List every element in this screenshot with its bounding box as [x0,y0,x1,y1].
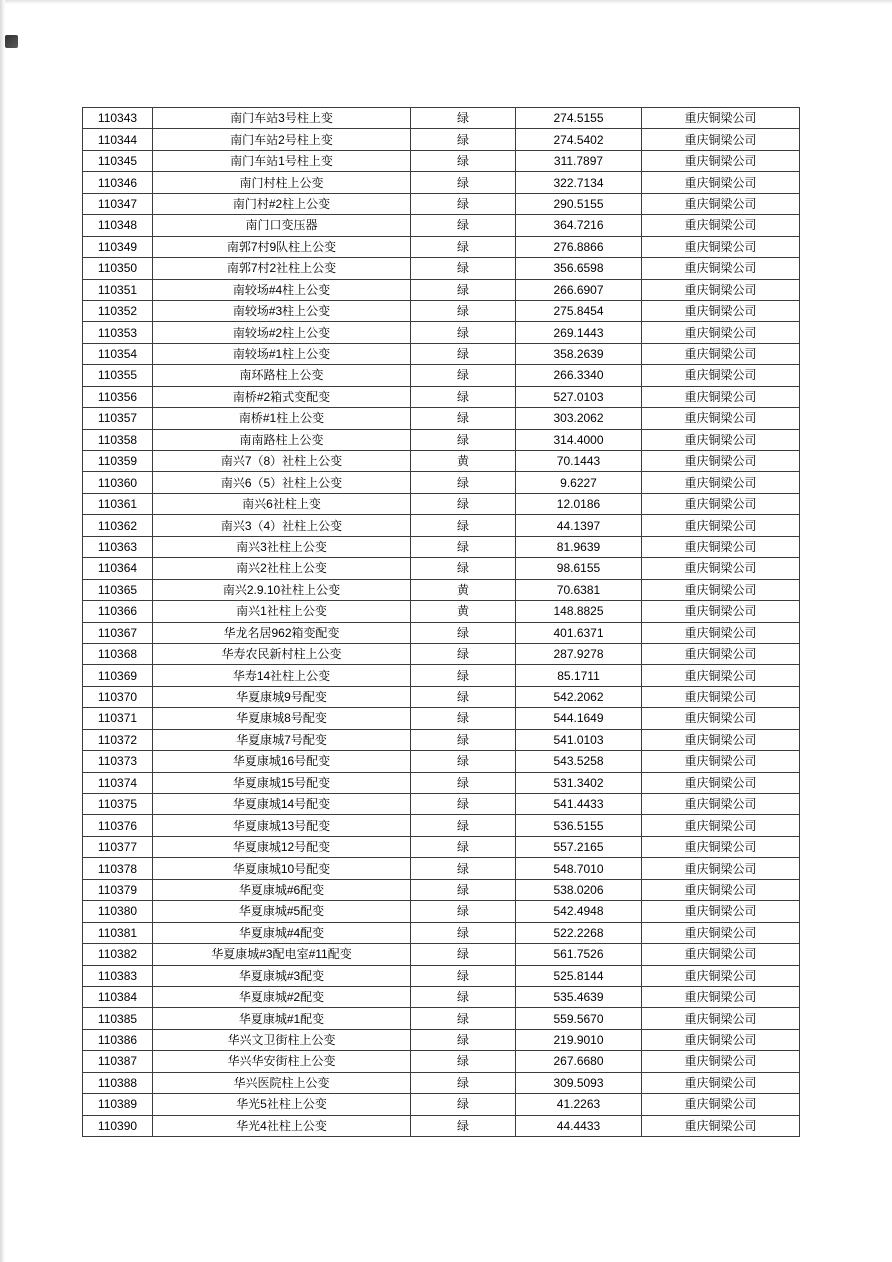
table-cell-status: 绿 [411,922,516,943]
table-cell-name: 南桥#1柱上公变 [153,408,411,429]
table-row [83,686,800,707]
table-row [83,279,800,300]
table-cell-status: 绿 [411,858,516,879]
table-cell-value: 44.1397 [516,515,642,536]
table-cell-name: 华夏康城14号配变 [153,794,411,815]
table-cell-name: 华夏康城15号配变 [153,772,411,793]
table-cell-name: 南门村柱上公变 [153,172,411,193]
table-cell-company: 重庆铜梁公司 [642,193,800,214]
table-cell-id: 110387 [83,1051,153,1072]
table-cell-value: 274.5402 [516,129,642,150]
table-row [83,665,800,686]
table-row [83,150,800,171]
table-cell-company: 重庆铜梁公司 [642,1051,800,1072]
table-row [83,643,800,664]
table-cell-company: 重庆铜梁公司 [642,622,800,643]
table-cell-name: 南兴6（5）社柱上公变 [153,472,411,493]
table-cell-company: 重庆铜梁公司 [642,515,800,536]
table-cell-value: 314.4000 [516,429,642,450]
table-cell-value: 303.2062 [516,408,642,429]
table-cell-id: 110352 [83,300,153,321]
table-cell-status: 绿 [411,236,516,257]
table-cell-company: 重庆铜梁公司 [642,858,800,879]
table-cell-status: 绿 [411,1094,516,1115]
transformer-data-table [82,107,800,1137]
table-cell-value: 536.5155 [516,815,642,836]
table-cell-name: 南较场#2柱上公变 [153,322,411,343]
table-cell-value: 266.3340 [516,365,642,386]
table-cell-value: 274.5155 [516,108,642,129]
table-cell-status: 绿 [411,879,516,900]
table-cell-company: 重庆铜梁公司 [642,1029,800,1050]
table-row [83,922,800,943]
table-cell-value: 364.7216 [516,215,642,236]
table-row [83,258,800,279]
table-row [83,1051,800,1072]
table-row [83,408,800,429]
table-cell-status: 绿 [411,1072,516,1093]
table-cell-name: 南南路柱上公变 [153,429,411,450]
table-row [83,986,800,1007]
table-row [83,193,800,214]
table-cell-status: 绿 [411,665,516,686]
table-cell-name: 南桥#2箱式变配变 [153,386,411,407]
table-cell-company: 重庆铜梁公司 [642,536,800,557]
table-cell-status: 绿 [411,965,516,986]
table-cell-name: 南兴2社柱上公变 [153,558,411,579]
table-cell-company: 重庆铜梁公司 [642,601,800,622]
table-cell-company: 重庆铜梁公司 [642,215,800,236]
table-cell-status: 绿 [411,322,516,343]
table-cell-status: 绿 [411,901,516,922]
table-cell-value: 267.6680 [516,1051,642,1072]
table-cell-company: 重庆铜梁公司 [642,836,800,857]
table-row [83,108,800,129]
table-cell-value: 148.8825 [516,601,642,622]
table-cell-status: 绿 [411,1008,516,1029]
table-row [83,558,800,579]
table-cell-status: 绿 [411,172,516,193]
table-cell-id: 110368 [83,643,153,664]
table-row [83,300,800,321]
table-cell-company: 重庆铜梁公司 [642,129,800,150]
table-cell-name: 华夏康城8号配变 [153,708,411,729]
table-cell-status: 绿 [411,1051,516,1072]
table-cell-name: 华龙名居962箱变配变 [153,622,411,643]
table-cell-status: 绿 [411,429,516,450]
table-cell-status: 绿 [411,729,516,750]
table-row [83,451,800,472]
table-cell-id: 110361 [83,493,153,514]
table-cell-value: 276.8866 [516,236,642,257]
table-cell-name: 南郭7村2社柱上公变 [153,258,411,279]
table-cell-value: 290.5155 [516,193,642,214]
table-cell-id: 110386 [83,1029,153,1050]
table-cell-status: 绿 [411,622,516,643]
table-cell-status: 黄 [411,579,516,600]
table-body [83,108,800,1137]
table-cell-status: 绿 [411,515,516,536]
page-left-edge-shadow [0,0,5,1262]
table-cell-value: 269.1443 [516,322,642,343]
table-row [83,1008,800,1029]
table-cell-company: 重庆铜梁公司 [642,665,800,686]
table-cell-status: 绿 [411,944,516,965]
table-cell-value: 219.9010 [516,1029,642,1050]
table-row [83,386,800,407]
table-cell-id: 110383 [83,965,153,986]
table-cell-company: 重庆铜梁公司 [642,300,800,321]
table-cell-value: 557.2165 [516,836,642,857]
table-cell-status: 黄 [411,451,516,472]
table-cell-company: 重庆铜梁公司 [642,472,800,493]
table-cell-value: 544.1649 [516,708,642,729]
table-cell-value: 98.6155 [516,558,642,579]
table-cell-status: 绿 [411,686,516,707]
table-cell-name: 华夏康城#1配变 [153,1008,411,1029]
table-cell-company: 重庆铜梁公司 [642,1115,800,1136]
table-cell-name: 华兴文卫街柱上公变 [153,1029,411,1050]
table-cell-status: 绿 [411,708,516,729]
table-row [83,858,800,879]
table-cell-value: 527.0103 [516,386,642,407]
table-cell-id: 110367 [83,622,153,643]
table-cell-company: 重庆铜梁公司 [642,150,800,171]
table-cell-value: 275.8454 [516,300,642,321]
table-row [83,343,800,364]
table-row [83,601,800,622]
table-cell-company: 重庆铜梁公司 [642,579,800,600]
table-cell-value: 85.1711 [516,665,642,686]
table-cell-name: 华夏康城#5配变 [153,901,411,922]
table-cell-name: 南兴3（4）社柱上公变 [153,515,411,536]
table-cell-value: 541.4433 [516,794,642,815]
table-cell-company: 重庆铜梁公司 [642,1008,800,1029]
table-cell-name: 华兴医院柱上公变 [153,1072,411,1093]
table-cell-company: 重庆铜梁公司 [642,751,800,772]
table-cell-id: 110366 [83,601,153,622]
table-cell-company: 重庆铜梁公司 [642,408,800,429]
table-cell-id: 110371 [83,708,153,729]
table-cell-id: 110356 [83,386,153,407]
table-row [83,622,800,643]
table-cell-id: 110388 [83,1072,153,1093]
table-cell-value: 12.0186 [516,493,642,514]
table-cell-id: 110351 [83,279,153,300]
table-row [83,751,800,772]
table-cell-value: 542.4948 [516,901,642,922]
table-cell-status: 绿 [411,365,516,386]
table-cell-id: 110359 [83,451,153,472]
table-cell-id: 110364 [83,558,153,579]
table-cell-status: 绿 [411,751,516,772]
table-cell-value: 541.0103 [516,729,642,750]
table-cell-name: 华寿14社柱上公变 [153,665,411,686]
table-row [83,322,800,343]
table-cell-status: 绿 [411,536,516,557]
table-cell-company: 重庆铜梁公司 [642,729,800,750]
table-cell-status: 绿 [411,643,516,664]
table-cell-id: 110348 [83,215,153,236]
table-cell-value: 531.3402 [516,772,642,793]
table-cell-id: 110374 [83,772,153,793]
table-cell-name: 华夏康城#3配电室#11配变 [153,944,411,965]
table-cell-company: 重庆铜梁公司 [642,343,800,364]
table-cell-name: 南门车站2号柱上变 [153,129,411,150]
table-row [83,1029,800,1050]
table-cell-name: 华夏康城#3配变 [153,965,411,986]
table-cell-id: 110365 [83,579,153,600]
table-cell-company: 重庆铜梁公司 [642,815,800,836]
table-row [83,879,800,900]
table-row [83,236,800,257]
table-cell-company: 重庆铜梁公司 [642,1072,800,1093]
table-row [83,365,800,386]
table-cell-value: 522.2268 [516,922,642,943]
table-cell-value: 70.1443 [516,451,642,472]
table-cell-company: 重庆铜梁公司 [642,708,800,729]
table-cell-status: 绿 [411,986,516,1007]
table-cell-status: 绿 [411,472,516,493]
table-row [83,965,800,986]
table-cell-name: 华兴华安街柱上公变 [153,1051,411,1072]
table-cell-name: 南较场#3柱上公变 [153,300,411,321]
table-cell-value: 41.2263 [516,1094,642,1115]
table-cell-name: 华夏康城7号配变 [153,729,411,750]
table-row [83,1115,800,1136]
table-cell-status: 黄 [411,601,516,622]
table-cell-id: 110381 [83,922,153,943]
table-cell-id: 110380 [83,901,153,922]
table-cell-id: 110349 [83,236,153,257]
table-cell-name: 华夏康城13号配变 [153,815,411,836]
table-cell-name: 华寿农民新村柱上公变 [153,643,411,664]
table-cell-id: 110357 [83,408,153,429]
table-cell-value: 401.6371 [516,622,642,643]
table-cell-company: 重庆铜梁公司 [642,108,800,129]
table-cell-value: 309.5093 [516,1072,642,1093]
table-row [83,815,800,836]
table-row [83,901,800,922]
table-row [83,472,800,493]
table-cell-company: 重庆铜梁公司 [642,944,800,965]
table-cell-name: 南较场#4柱上公变 [153,279,411,300]
table-cell-company: 重庆铜梁公司 [642,386,800,407]
table-cell-company: 重庆铜梁公司 [642,493,800,514]
table-cell-value: 70.6381 [516,579,642,600]
table-cell-value: 356.6598 [516,258,642,279]
table-cell-id: 110372 [83,729,153,750]
table-cell-name: 南门车站1号柱上变 [153,150,411,171]
table-cell-status: 绿 [411,1115,516,1136]
table-cell-company: 重庆铜梁公司 [642,901,800,922]
table-row [83,215,800,236]
table-row [83,708,800,729]
table-cell-name: 华夏康城10号配变 [153,858,411,879]
table-cell-id: 110378 [83,858,153,879]
table-cell-status: 绿 [411,343,516,364]
table-cell-id: 110390 [83,1115,153,1136]
table-cell-id: 110353 [83,322,153,343]
table-cell-id: 110369 [83,665,153,686]
table-cell-value: 9.6227 [516,472,642,493]
table-row [83,729,800,750]
table-cell-status: 绿 [411,493,516,514]
table-cell-name: 华夏康城12号配变 [153,836,411,857]
table-cell-value: 322.7134 [516,172,642,193]
table-cell-id: 110377 [83,836,153,857]
table-cell-company: 重庆铜梁公司 [642,686,800,707]
table-cell-id: 110360 [83,472,153,493]
table-cell-company: 重庆铜梁公司 [642,965,800,986]
table-cell-name: 华夏康城#6配变 [153,879,411,900]
table-cell-name: 南兴7（8）社柱上公变 [153,451,411,472]
table-cell-status: 绿 [411,300,516,321]
table-cell-company: 重庆铜梁公司 [642,643,800,664]
table-cell-value: 542.2062 [516,686,642,707]
table-row [83,836,800,857]
table-cell-status: 绿 [411,772,516,793]
table-cell-status: 绿 [411,193,516,214]
table-cell-value: 561.7526 [516,944,642,965]
table-cell-name: 华夏康城#2配变 [153,986,411,1007]
table-cell-id: 110347 [83,193,153,214]
table-cell-value: 559.5670 [516,1008,642,1029]
table-cell-company: 重庆铜梁公司 [642,558,800,579]
table-cell-status: 绿 [411,794,516,815]
table-cell-name: 华光4社柱上公变 [153,1115,411,1136]
table-cell-status: 绿 [411,258,516,279]
table-cell-value: 311.7897 [516,150,642,171]
table-row [83,794,800,815]
table-cell-id: 110376 [83,815,153,836]
table-cell-company: 重庆铜梁公司 [642,794,800,815]
table-cell-value: 538.0206 [516,879,642,900]
table-cell-id: 110385 [83,1008,153,1029]
table-cell-value: 44.4433 [516,1115,642,1136]
table-cell-status: 绿 [411,558,516,579]
table-cell-value: 535.4639 [516,986,642,1007]
table-cell-name: 华夏康城#4配变 [153,922,411,943]
table-cell-status: 绿 [411,279,516,300]
table-cell-id: 110375 [83,794,153,815]
table-row [83,579,800,600]
table-cell-id: 110379 [83,879,153,900]
table-cell-company: 重庆铜梁公司 [642,322,800,343]
table-cell-name: 南门车站3号柱上变 [153,108,411,129]
table-cell-name: 南门口变压器 [153,215,411,236]
table-cell-name: 南环路柱上公变 [153,365,411,386]
table-cell-company: 重庆铜梁公司 [642,451,800,472]
table-row [83,944,800,965]
table-cell-value: 525.8144 [516,965,642,986]
table-row [83,1094,800,1115]
table-cell-id: 110363 [83,536,153,557]
table-cell-company: 重庆铜梁公司 [642,772,800,793]
table-cell-name: 华夏康城9号配变 [153,686,411,707]
table-cell-company: 重庆铜梁公司 [642,236,800,257]
table-cell-id: 110384 [83,986,153,1007]
table-cell-status: 绿 [411,386,516,407]
table-cell-status: 绿 [411,1029,516,1050]
table-cell-name: 南较场#1柱上公变 [153,343,411,364]
table-cell-company: 重庆铜梁公司 [642,279,800,300]
table-cell-name: 华夏康城16号配变 [153,751,411,772]
table-cell-status: 绿 [411,836,516,857]
table-cell-company: 重庆铜梁公司 [642,879,800,900]
table-row [83,536,800,557]
table-cell-id: 110350 [83,258,153,279]
table-cell-company: 重庆铜梁公司 [642,922,800,943]
table-cell-status: 绿 [411,408,516,429]
table-cell-name: 华光5社柱上公变 [153,1094,411,1115]
page-top-edge-shadow [0,0,892,4]
table-cell-name: 南兴6社柱上变 [153,493,411,514]
table-cell-status: 绿 [411,215,516,236]
table-cell-id: 110362 [83,515,153,536]
table-cell-id: 110345 [83,150,153,171]
table-row [83,772,800,793]
table-cell-company: 重庆铜梁公司 [642,258,800,279]
table-cell-status: 绿 [411,150,516,171]
table-cell-value: 81.9639 [516,536,642,557]
table-row [83,515,800,536]
table-cell-id: 110354 [83,343,153,364]
table-row [83,429,800,450]
table-row [83,172,800,193]
table-row [83,129,800,150]
table-cell-name: 南兴1社柱上公变 [153,601,411,622]
table-cell-value: 358.2639 [516,343,642,364]
table-row [83,1072,800,1093]
table-cell-id: 110370 [83,686,153,707]
table-cell-id: 110358 [83,429,153,450]
table-cell-status: 绿 [411,815,516,836]
table-cell-id: 110344 [83,129,153,150]
table-cell-name: 南门村#2柱上公变 [153,193,411,214]
table-cell-id: 110389 [83,1094,153,1115]
table-cell-company: 重庆铜梁公司 [642,1094,800,1115]
table-cell-id: 110346 [83,172,153,193]
table-row [83,493,800,514]
table-cell-name: 南兴3社柱上公变 [153,536,411,557]
table-cell-status: 绿 [411,108,516,129]
table-cell-value: 266.6907 [516,279,642,300]
table-cell-id: 110343 [83,108,153,129]
table-cell-company: 重庆铜梁公司 [642,365,800,386]
table-cell-id: 110373 [83,751,153,772]
table-cell-value: 287.9278 [516,643,642,664]
table-cell-status: 绿 [411,129,516,150]
table-cell-value: 543.5258 [516,751,642,772]
table-cell-value: 548.7010 [516,858,642,879]
table-cell-company: 重庆铜梁公司 [642,986,800,1007]
table-cell-id: 110382 [83,944,153,965]
table-cell-company: 重庆铜梁公司 [642,429,800,450]
table-cell-name: 南郭7村9队柱上公变 [153,236,411,257]
table-cell-name: 南兴2.9.10社柱上公变 [153,579,411,600]
table-cell-id: 110355 [83,365,153,386]
table-cell-company: 重庆铜梁公司 [642,172,800,193]
corner-mark-icon [5,35,18,48]
